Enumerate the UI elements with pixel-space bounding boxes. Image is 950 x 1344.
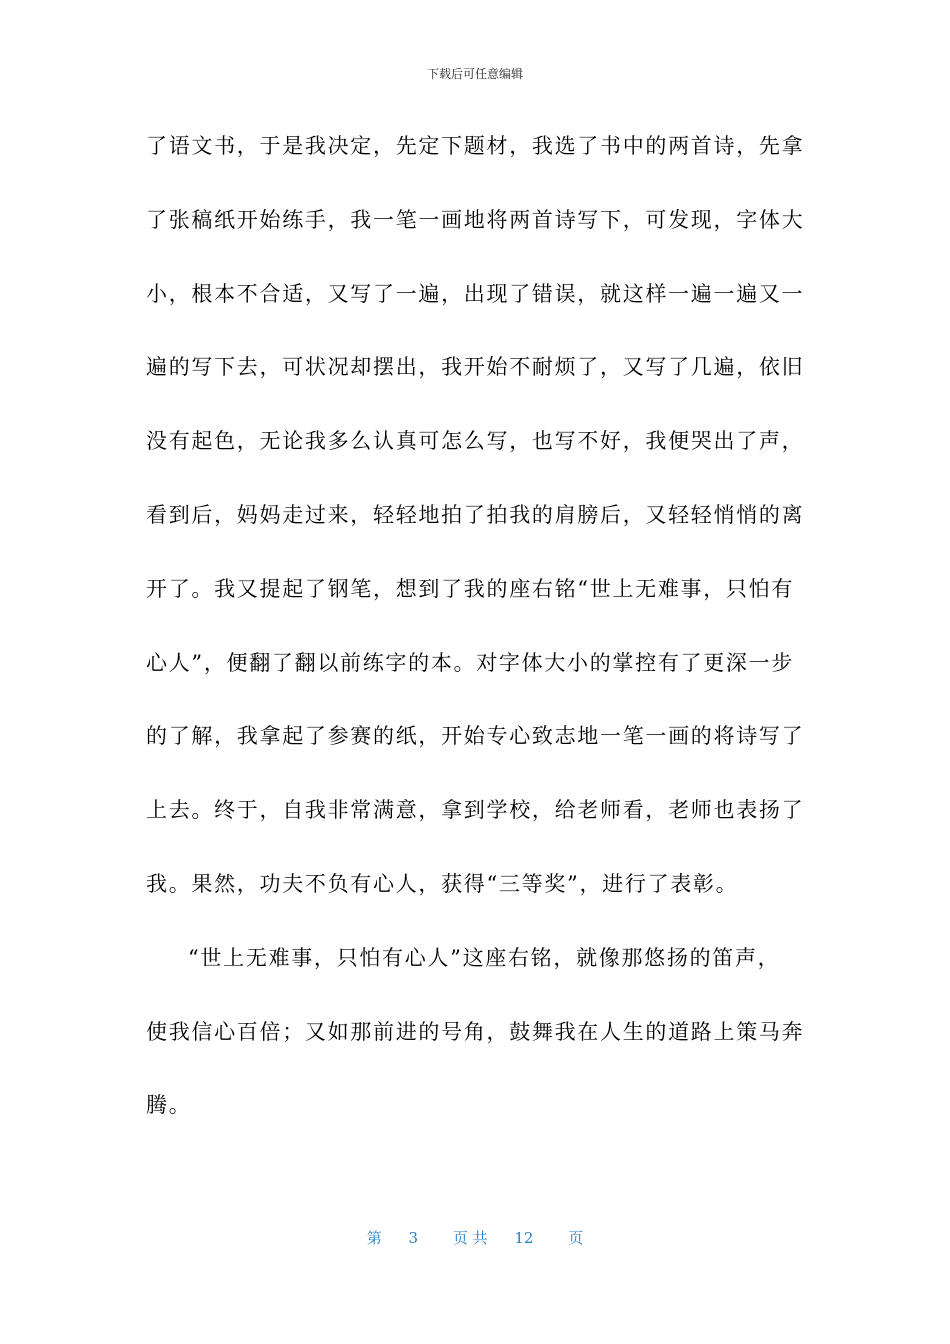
- text-line: 腾。: [146, 1093, 192, 1118]
- text-line: 我。果然，功夫不负有心人，获得“三等奖”，进行了表彰。: [146, 871, 739, 896]
- text-line: 的了解，我拿起了参赛的纸，开始专心致志地一笔一画的将诗写了: [146, 724, 805, 749]
- header-note: 下载后可任意编辑: [426, 67, 523, 81]
- text-line: 心人”，便翻了翻以前练字的本。对字体大小的掌控有了更深一步: [146, 650, 795, 675]
- page-number-footer: [0, 1228, 950, 1248]
- text-line: 使我信心百倍；又如那前进的号角，鼓舞我在人生的道路上策马奔: [146, 1019, 805, 1044]
- text-line: 小，根本不合适，又写了一遍，出现了错误，就这样一遍一遍又一: [146, 281, 805, 306]
- text-line: 上去。终于，自我非常满意，拿到学校，给老师看，老师也表扬了: [146, 798, 805, 823]
- footer-prefix: 第: [366, 1229, 382, 1247]
- current-page-number: 3: [408, 1229, 419, 1247]
- text-line: 遍的写下去，可状况却摆出，我开始不耐烦了，又写了几遍，依旧: [146, 355, 805, 380]
- document-body: [146, 126, 806, 1159]
- text-line: 看到后，妈妈走过来，轻轻地拍了拍我的肩膀后，又轻轻悄悄的离: [146, 502, 805, 527]
- paragraph-start-line: “世上无难事，只怕有心人”这座右铭，就像那悠扬的笛声，: [188, 945, 781, 970]
- text-line: 了语文书，于是我决定，先定下题材，我选了书中的两首诗，先拿: [146, 134, 805, 158]
- footer-suffix: 页: [568, 1229, 584, 1247]
- total-pages-number: 12: [514, 1229, 534, 1247]
- footer-middle: 页 共: [452, 1229, 488, 1247]
- text-line: 了张稿纸开始练手，我一笔一画地将两首诗写下，可发现，字体大: [146, 207, 805, 232]
- text-line: 没有起色，无论我多么认真可怎么写，也写不好，我便哭出了声，: [146, 429, 805, 454]
- text-line: 开了。我又提起了钢笔，想到了我的座右铭“世上无难事，只怕有: [146, 576, 795, 601]
